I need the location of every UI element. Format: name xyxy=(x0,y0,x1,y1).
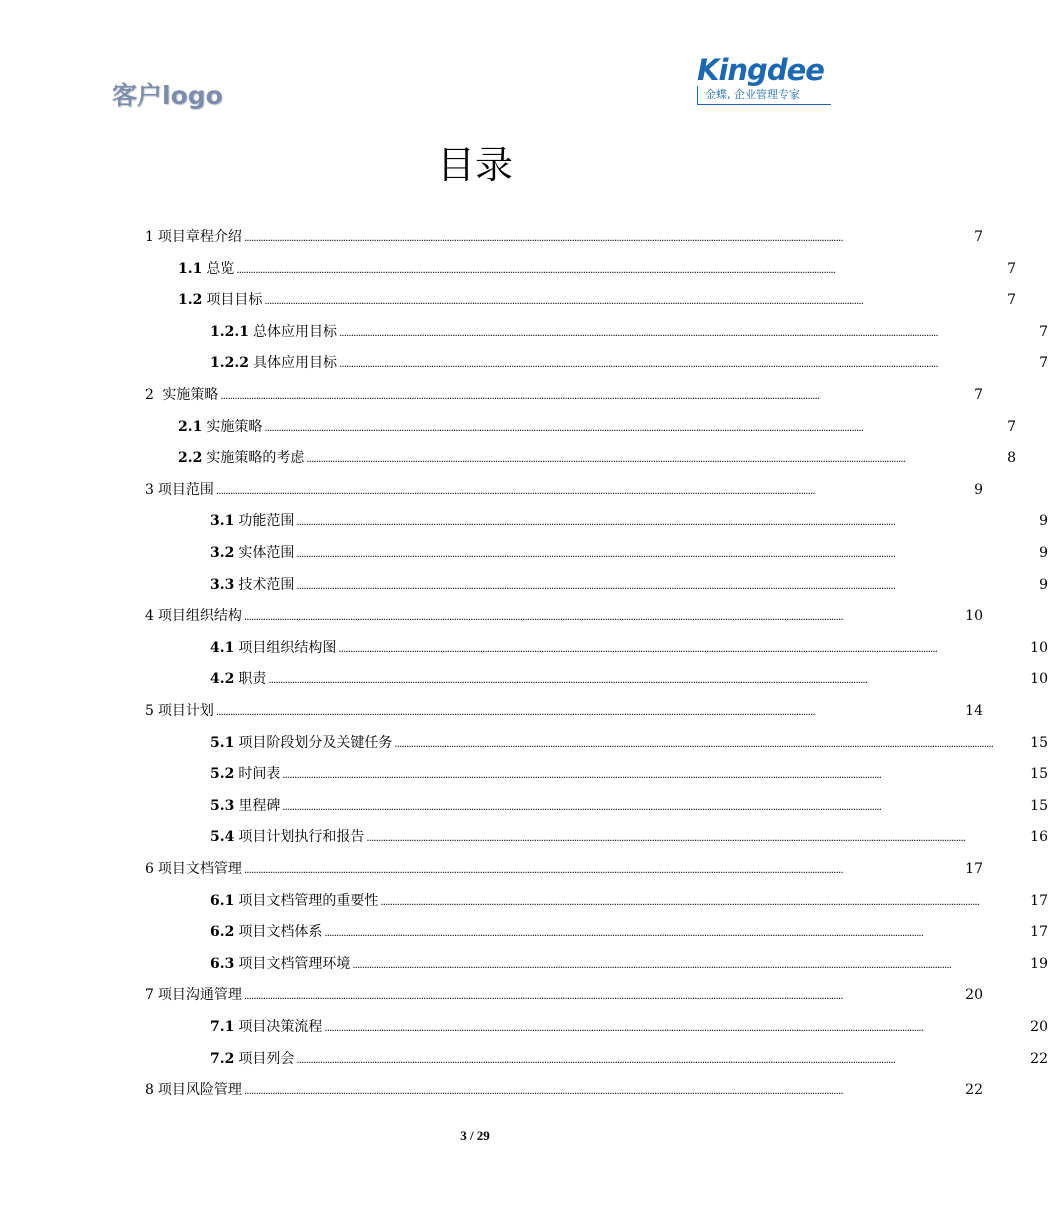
toc-entry[interactable] xyxy=(0,447,1016,477)
toc-entry-title: 项目文档管理 xyxy=(157,861,242,877)
toc-entry[interactable] xyxy=(0,953,1048,983)
toc-entry[interactable] xyxy=(0,795,1048,825)
toc-entry[interactable] xyxy=(0,574,1048,604)
toc-entry-number: 2.1 xyxy=(178,418,203,435)
toc-leader-dots xyxy=(380,897,1028,908)
toc-entry-title: 技术范围 xyxy=(238,576,295,593)
toc-entry-page: 10 xyxy=(965,608,983,625)
toc-entry-title: 项目文档管理环境 xyxy=(238,955,351,972)
toc-entry-label xyxy=(210,732,392,752)
toc-entry-page: 7 xyxy=(974,229,983,245)
toc-entry-page: 17 xyxy=(1030,892,1048,909)
toc-entry[interactable] xyxy=(0,1048,1048,1078)
toc-entry-page: 9 xyxy=(974,481,983,498)
toc-entry-title: 项目文档体系 xyxy=(238,924,323,941)
toc-entry-label xyxy=(145,858,242,878)
toc-entry-page: 7 xyxy=(974,387,983,403)
toc-entry-number: 3.2 xyxy=(210,545,235,561)
toc-leader-dots xyxy=(339,328,1037,339)
toc-leader-dots xyxy=(366,833,1028,844)
toc-entry-number: 5.1 xyxy=(210,734,235,751)
toc-entry-label xyxy=(210,890,378,910)
toc-entry-page: 22 xyxy=(1030,1050,1048,1067)
toc-entry-label xyxy=(145,479,214,499)
toc-entry-number: 6 xyxy=(145,861,154,877)
toc-entry[interactable] xyxy=(0,352,1048,382)
toc-entry-number: 5.2 xyxy=(210,766,235,783)
toc-leader-dots xyxy=(306,454,1005,465)
toc-entry-label xyxy=(210,574,294,594)
toc-entry[interactable] xyxy=(0,321,1048,351)
toc-entry-number: 7.1 xyxy=(210,1019,235,1035)
toc-entry-label xyxy=(210,795,280,815)
toc-entry-page: 17 xyxy=(1030,924,1048,941)
toc-entry-label xyxy=(210,1048,294,1068)
toc-leader-dots xyxy=(296,549,1037,560)
page-indicator: 3 / 29 xyxy=(460,1128,490,1143)
toc-entry[interactable] xyxy=(0,416,1016,446)
toc-entry[interactable] xyxy=(0,826,1048,856)
toc-entry-title: 职责 xyxy=(238,671,267,688)
toc-entry-page: 17 xyxy=(965,861,983,877)
toc-leader-dots xyxy=(339,359,1037,370)
toc-entry-page: 7 xyxy=(1039,355,1048,372)
toc-entry-page: 9 xyxy=(1039,576,1048,593)
toc-entry-title: 实施策略 xyxy=(206,418,263,435)
toc-entry-title: 具体应用目标 xyxy=(252,355,337,372)
toc-entry-title: 项目章程介绍 xyxy=(157,229,242,245)
toc-entry-number: 1.2 xyxy=(178,292,203,309)
toc-entry-title: 项目决策流程 xyxy=(238,1019,323,1035)
toc-entry-page: 15 xyxy=(1030,766,1048,783)
toc-entry[interactable] xyxy=(0,700,983,730)
toc-entry-page: 15 xyxy=(1030,797,1048,814)
kingdee-logo xyxy=(697,54,831,108)
toc-leader-dots xyxy=(324,1023,1028,1034)
toc-entry-label xyxy=(145,700,214,720)
toc-entry-title: 实体范围 xyxy=(238,545,295,561)
toc-entry-number: 7 xyxy=(145,987,154,1004)
toc-entry-number: 7.2 xyxy=(210,1050,235,1067)
toc-entry-page: 10 xyxy=(1030,639,1048,656)
toc-leader-dots xyxy=(268,675,1028,686)
toc-entry-number: 4 xyxy=(145,608,154,625)
toc-entry[interactable] xyxy=(0,637,1048,667)
toc-leader-dots xyxy=(236,265,1005,276)
toc-entry-title: 项目风险管理 xyxy=(157,1082,242,1099)
toc-entry-title: 里程碑 xyxy=(238,797,281,814)
toc-entry[interactable] xyxy=(0,668,1048,698)
toc-entry-number: 5 xyxy=(145,703,154,719)
toc-entry-number: 1.2.2 xyxy=(210,355,249,372)
toc-entry-label xyxy=(210,510,294,530)
toc-entry-page: 7 xyxy=(1007,418,1016,435)
toc-entry-label xyxy=(210,637,336,657)
toc-leader-dots xyxy=(244,612,957,623)
toc-entry-page: 7 xyxy=(1007,260,1016,277)
toc-entry-number: 6.3 xyxy=(210,955,235,972)
toc-entry-label xyxy=(145,1079,242,1099)
toc-entry-page: 7 xyxy=(1007,292,1016,309)
toc-entry-title: 项目沟通管理 xyxy=(157,987,242,1004)
toc-entry-label xyxy=(178,416,262,436)
toc-entry-number: 3.3 xyxy=(210,576,235,593)
toc-entry-page: 20 xyxy=(1030,1019,1048,1035)
toc-entry[interactable] xyxy=(0,1016,1048,1046)
toc-entry-title: 项目阶段划分及关键任务 xyxy=(238,734,393,751)
toc-entry[interactable] xyxy=(0,763,1048,793)
toc-leader-dots xyxy=(394,739,1028,750)
toc-entry-number: 5.4 xyxy=(210,829,235,846)
toc-entry-title: 项目目标 xyxy=(206,292,263,309)
toc-entry-page: 9 xyxy=(1039,545,1048,561)
toc-entry-label xyxy=(210,953,350,973)
toc-leader-dots xyxy=(338,644,1028,655)
toc-entry-page: 10 xyxy=(1030,671,1048,688)
toc-leader-dots xyxy=(244,233,957,244)
toc-entry[interactable] xyxy=(0,890,1048,920)
toc-leader-dots xyxy=(296,517,1037,528)
brand-tagline: 金蝶, 企业管理专家 xyxy=(697,86,831,105)
toc-entry-label xyxy=(210,542,294,562)
toc-entry-page: 20 xyxy=(965,987,983,1004)
toc-leader-dots xyxy=(244,1086,957,1097)
toc-entry-label xyxy=(178,258,234,278)
toc-entry-title: 实施策略 xyxy=(157,387,219,403)
toc-leader-dots xyxy=(244,865,957,876)
toc-entry-label xyxy=(210,352,337,372)
toc-entry-number: 5.3 xyxy=(210,797,235,814)
page-title: 目录 xyxy=(436,143,513,187)
toc-entry-page: 16 xyxy=(1030,829,1048,846)
toc-entry[interactable] xyxy=(0,289,1016,319)
toc-entry-title: 实施策略的考虑 xyxy=(206,450,305,467)
toc-entry-page: 22 xyxy=(965,1082,983,1099)
toc-leader-dots xyxy=(220,391,957,402)
toc-leader-dots xyxy=(296,1055,1028,1066)
toc-entry[interactable] xyxy=(0,226,983,256)
toc-entry-title: 项目文档管理的重要性 xyxy=(238,892,379,909)
toc-entry-title: 项目计划执行和报告 xyxy=(238,829,365,846)
toc-entry-title: 功能范围 xyxy=(238,513,295,530)
toc-entry-number: 4.1 xyxy=(210,639,235,656)
toc-entry-number: 1.1 xyxy=(178,260,203,277)
toc-entry-title: 项目组织结构图 xyxy=(238,639,337,656)
toc-entry[interactable] xyxy=(0,258,1016,288)
toc-entry[interactable] xyxy=(0,921,1048,951)
toc-entry[interactable] xyxy=(0,858,983,888)
toc-entry-title: 项目范围 xyxy=(157,481,214,498)
toc-entry-number: 1 xyxy=(145,229,154,245)
toc-leader-dots xyxy=(264,296,1005,307)
toc-entry-number: 8 xyxy=(145,1082,154,1099)
toc-entry[interactable] xyxy=(0,542,1048,572)
toc-entry-number: 3.1 xyxy=(210,513,235,530)
client-logo: 客户logo xyxy=(112,81,223,110)
toc-leader-dots xyxy=(216,707,957,718)
toc-entry-title: 时间表 xyxy=(238,766,281,783)
toc-entry-page: 9 xyxy=(1039,513,1048,530)
toc-entry-label xyxy=(210,668,266,688)
toc-entry-number: 6.1 xyxy=(210,892,235,909)
toc-entry-label xyxy=(145,605,242,625)
toc-leader-dots xyxy=(282,802,1028,813)
toc-entry-label xyxy=(210,321,337,341)
toc-entry-number: 1.2.1 xyxy=(210,323,249,340)
toc-leader-dots xyxy=(264,423,1005,434)
toc-entry-page: 14 xyxy=(965,703,983,719)
toc-leader-dots xyxy=(216,486,957,497)
toc-entry-number: 2.2 xyxy=(178,450,203,467)
toc-entry-label xyxy=(178,289,262,309)
brand-name: Kingdee xyxy=(697,53,824,87)
toc-entry-label xyxy=(210,1016,322,1036)
toc-entry-title: 总体应用目标 xyxy=(252,323,337,340)
toc-entry-title: 总览 xyxy=(206,260,235,277)
toc-entry-number: 4.2 xyxy=(210,671,235,688)
toc-entry-title: 项目计划 xyxy=(157,703,214,719)
toc-entry-number: 3 xyxy=(145,481,154,498)
toc-entry-label xyxy=(145,384,218,404)
toc-entry-number: 2 xyxy=(145,387,154,403)
toc-entry-title: 项目列会 xyxy=(238,1050,295,1067)
toc-entry-page: 8 xyxy=(1007,450,1016,467)
toc-entry-label xyxy=(145,226,242,246)
toc-entry[interactable] xyxy=(0,732,1048,762)
toc-entry-label xyxy=(210,826,364,846)
toc-leader-dots xyxy=(352,960,1028,971)
toc-entry[interactable] xyxy=(0,1079,983,1109)
toc-entry-number: 6.2 xyxy=(210,924,235,941)
toc-entry-page: 7 xyxy=(1039,323,1048,340)
toc-leader-dots xyxy=(244,991,957,1002)
toc-entry[interactable] xyxy=(0,605,983,635)
toc-entry-title: 项目组织结构 xyxy=(157,608,242,625)
toc-entry-label xyxy=(210,921,322,941)
toc-entry-page: 19 xyxy=(1030,955,1048,972)
toc-leader-dots xyxy=(282,770,1028,781)
toc-entry[interactable] xyxy=(0,384,983,414)
toc-entry-label xyxy=(178,447,304,467)
toc-leader-dots xyxy=(324,928,1028,939)
toc-entry-label xyxy=(210,763,280,783)
toc-entry[interactable] xyxy=(0,984,983,1014)
toc-entry-label xyxy=(145,984,242,1004)
toc-entry[interactable] xyxy=(0,510,1048,540)
toc-entry[interactable] xyxy=(0,479,983,509)
toc-entry-page: 15 xyxy=(1030,734,1048,751)
toc-leader-dots xyxy=(296,581,1037,592)
